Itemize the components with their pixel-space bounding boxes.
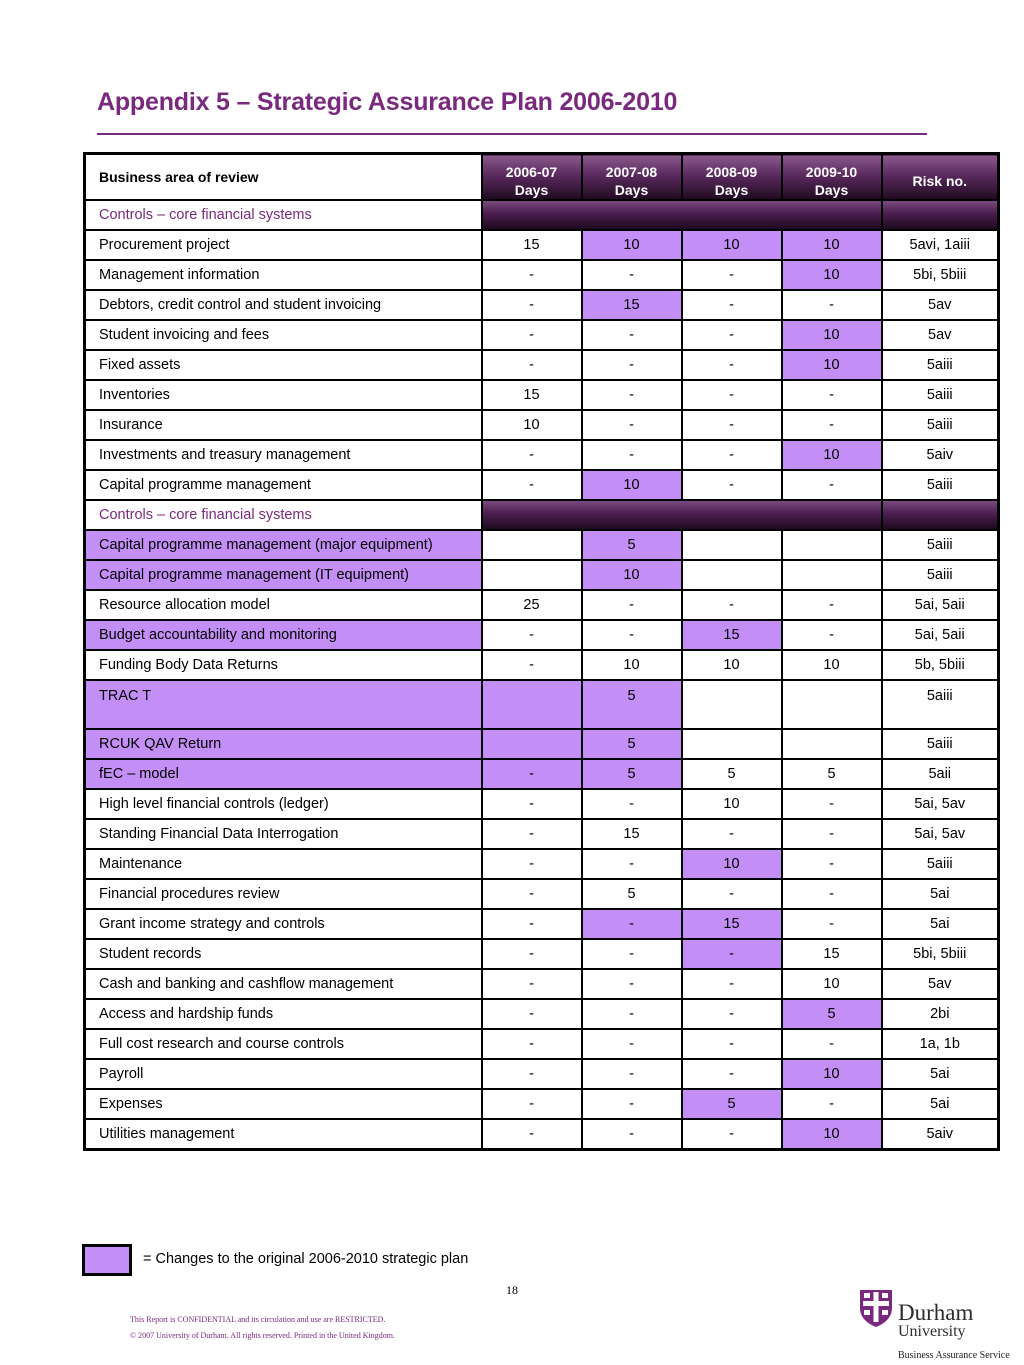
logo-department: Business Assurance Service <box>898 1350 1010 1361</box>
business-area-cell: Resource allocation model <box>85 590 482 620</box>
table-row <box>85 620 999 650</box>
risk-number-cell: 5aiii <box>882 470 999 500</box>
days-cell: 5 <box>582 879 682 909</box>
table-row <box>85 1029 999 1059</box>
business-area-cell: Inventories <box>85 380 482 410</box>
page-title: Appendix 5 – Strategic Assurance Plan 2006-2010 <box>97 88 678 116</box>
days-cell: - <box>682 1119 782 1150</box>
risk-number-cell: 5aii <box>882 759 999 789</box>
days-cell: 10 <box>582 470 682 500</box>
days-cell: 10 <box>782 1059 882 1089</box>
days-cell: 5 <box>682 1089 782 1119</box>
days-cell: - <box>782 909 882 939</box>
business-area-cell: Full cost research and course controls <box>85 1029 482 1059</box>
days-cell: - <box>482 1089 582 1119</box>
days-cell: - <box>682 1029 782 1059</box>
header-unit: Days <box>514 182 549 198</box>
days-cell: 15 <box>582 819 682 849</box>
days-cell: - <box>682 260 782 290</box>
days-cell: - <box>782 410 882 440</box>
business-area-cell: Budget accountability and monitoring <box>85 620 482 650</box>
days-cell: - <box>482 440 582 470</box>
risk-number-cell: 5aiii <box>882 560 999 590</box>
risk-number-cell: 5av <box>882 969 999 999</box>
header-unit: Days <box>614 182 649 198</box>
crest-icon <box>858 1288 894 1328</box>
table-row <box>85 879 999 909</box>
business-area-cell: Investments and treasury management <box>85 440 482 470</box>
risk-number-cell: 5aiv <box>882 1119 999 1150</box>
risk-number-cell: 5aiv <box>882 440 999 470</box>
business-area-cell: Debtors, credit control and student invoicing <box>85 290 482 320</box>
days-cell: 15 <box>482 380 582 410</box>
days-cell <box>682 680 782 729</box>
table-row <box>85 230 999 260</box>
risk-number-cell: 5aiii <box>882 680 999 729</box>
business-area-cell: Procurement project <box>85 230 482 260</box>
table-header-row <box>85 154 999 201</box>
risk-number-cell: 5av <box>882 290 999 320</box>
strategic-assurance-table <box>83 152 1000 1151</box>
days-cell: - <box>782 590 882 620</box>
table-row <box>85 1119 999 1150</box>
days-cell: - <box>482 290 582 320</box>
table-row <box>85 530 999 560</box>
days-cell: 5 <box>582 759 682 789</box>
table-row <box>85 260 999 290</box>
risk-number-cell: 5avi, 1aiii <box>882 230 999 260</box>
risk-number-cell: 1a, 1b <box>882 1029 999 1059</box>
days-cell <box>782 729 882 759</box>
days-cell: - <box>782 819 882 849</box>
days-cell: - <box>482 620 582 650</box>
table-row <box>85 789 999 819</box>
days-cell: - <box>582 939 682 969</box>
days-cell: 5 <box>782 999 882 1029</box>
risk-number-cell: 5aiii <box>882 380 999 410</box>
table-body <box>85 200 999 1150</box>
business-area-cell: Access and hardship funds <box>85 999 482 1029</box>
days-cell: - <box>482 879 582 909</box>
days-cell: - <box>782 789 882 819</box>
section-band <box>482 200 882 230</box>
days-cell: - <box>582 1119 682 1150</box>
days-cell: - <box>582 380 682 410</box>
risk-number-cell: 5aiii <box>882 530 999 560</box>
days-cell: - <box>482 320 582 350</box>
business-area-cell: Grant income strategy and controls <box>85 909 482 939</box>
days-cell: - <box>582 440 682 470</box>
days-cell: 10 <box>782 969 882 999</box>
risk-number-cell: 5ai, 5av <box>882 789 999 819</box>
business-area-cell: Capital programme management (major equipment) <box>85 530 482 560</box>
section-band <box>482 500 882 530</box>
table-row <box>85 590 999 620</box>
table-row <box>85 939 999 969</box>
business-area-cell: Capital programme management <box>85 470 482 500</box>
business-area-cell: Payroll <box>85 1059 482 1089</box>
table-row <box>85 350 999 380</box>
days-cell: - <box>682 939 782 969</box>
days-cell: 10 <box>782 230 882 260</box>
days-cell: - <box>482 819 582 849</box>
days-cell: 10 <box>782 320 882 350</box>
table-row <box>85 909 999 939</box>
table-row <box>85 819 999 849</box>
days-cell: - <box>682 470 782 500</box>
days-cell: 10 <box>582 650 682 680</box>
days-cell <box>482 680 582 729</box>
days-cell: - <box>682 1059 782 1089</box>
table-row <box>85 380 999 410</box>
table-row <box>85 470 999 500</box>
days-cell: - <box>482 909 582 939</box>
days-cell: - <box>682 350 782 380</box>
business-area-cell: Fixed assets <box>85 350 482 380</box>
days-cell <box>482 729 582 759</box>
days-cell: - <box>682 969 782 999</box>
days-cell: - <box>582 1029 682 1059</box>
days-cell: 5 <box>582 530 682 560</box>
business-area-cell: Utilities management <box>85 1119 482 1150</box>
days-cell: - <box>582 350 682 380</box>
risk-number-cell: 5ai <box>882 879 999 909</box>
copyright-notice: © 2007 University of Durham. All rights reserved. Printed in the United Kingdom. <box>130 1331 395 1340</box>
days-cell: - <box>582 999 682 1029</box>
days-cell: 10 <box>582 560 682 590</box>
risk-number-cell: 5ai, 5av <box>882 819 999 849</box>
days-cell: 5 <box>682 759 782 789</box>
risk-number-cell: 5aiii <box>882 410 999 440</box>
days-cell: - <box>582 620 682 650</box>
days-cell: - <box>582 320 682 350</box>
days-cell: 5 <box>782 759 882 789</box>
days-cell: - <box>582 1089 682 1119</box>
section-label: Controls – core financial systems <box>85 500 482 530</box>
table-row <box>85 1089 999 1119</box>
days-cell: - <box>482 969 582 999</box>
days-cell <box>482 560 582 590</box>
days-cell: - <box>482 939 582 969</box>
days-cell: - <box>482 650 582 680</box>
days-cell: - <box>682 879 782 909</box>
header-year: 2006-07 <box>505 164 558 180</box>
days-cell: - <box>582 909 682 939</box>
days-cell: 10 <box>582 230 682 260</box>
header-business-area: Business area of review <box>85 154 482 201</box>
days-cell: 10 <box>782 1119 882 1150</box>
header-year: 2007-08 <box>605 164 658 180</box>
page-number: 18 <box>506 1283 518 1297</box>
days-cell: - <box>482 260 582 290</box>
table-row <box>85 969 999 999</box>
days-cell: - <box>582 789 682 819</box>
days-cell: - <box>582 1059 682 1089</box>
days-cell: - <box>482 849 582 879</box>
days-cell: - <box>682 380 782 410</box>
business-area-cell: High level financial controls (ledger) <box>85 789 482 819</box>
risk-number-cell: 5bi, 5biii <box>882 939 999 969</box>
days-cell: - <box>782 879 882 909</box>
logo-wordmark: Durham <box>898 1300 974 1325</box>
table-row <box>85 999 999 1029</box>
business-area-cell: Capital programme management (IT equipment) <box>85 560 482 590</box>
days-cell <box>682 729 782 759</box>
risk-number-cell: 5aiii <box>882 729 999 759</box>
business-area-cell: Insurance <box>85 410 482 440</box>
table-row <box>85 759 999 789</box>
risk-number-cell: 5ai <box>882 909 999 939</box>
risk-number-cell: 5ai, 5aii <box>882 590 999 620</box>
days-cell: - <box>782 290 882 320</box>
days-cell: - <box>582 260 682 290</box>
risk-number-cell: 5ai, 5aii <box>882 620 999 650</box>
days-cell: - <box>782 470 882 500</box>
days-cell: - <box>682 290 782 320</box>
days-cell: 10 <box>782 440 882 470</box>
business-area-cell: Expenses <box>85 1089 482 1119</box>
risk-number-cell: 2bi <box>882 999 999 1029</box>
business-area-cell: fEC – model <box>85 759 482 789</box>
days-cell: - <box>582 410 682 440</box>
business-area-cell: Management information <box>85 260 482 290</box>
days-cell <box>682 560 782 590</box>
table-row <box>85 650 999 680</box>
days-cell <box>782 530 882 560</box>
days-cell <box>682 530 782 560</box>
days-cell: - <box>682 999 782 1029</box>
days-cell: 10 <box>782 650 882 680</box>
table-row <box>85 1059 999 1089</box>
table-row <box>85 320 999 350</box>
business-area-cell: RCUK QAV Return <box>85 729 482 759</box>
table-row <box>85 560 999 590</box>
days-cell: 10 <box>682 789 782 819</box>
days-cell: 25 <box>482 590 582 620</box>
table-row <box>85 440 999 470</box>
business-area-cell: Cash and banking and cashflow management <box>85 969 482 999</box>
header-2008-09 <box>682 154 782 201</box>
risk-number-cell: 5aiii <box>882 849 999 879</box>
header-2009-10 <box>782 154 882 201</box>
table-row <box>85 849 999 879</box>
risk-number-cell: 5ai <box>882 1059 999 1089</box>
header-year: 2009-10 <box>805 164 858 180</box>
table-row <box>85 290 999 320</box>
legend-swatch <box>82 1244 132 1276</box>
days-cell <box>782 560 882 590</box>
section-header-row <box>85 200 999 230</box>
days-cell: 10 <box>782 350 882 380</box>
days-cell: - <box>482 759 582 789</box>
business-area-cell: TRAC T <box>85 680 482 729</box>
days-cell: - <box>482 999 582 1029</box>
header-risk-no: Risk no. <box>882 154 999 201</box>
days-cell: - <box>782 380 882 410</box>
days-cell: 5 <box>582 680 682 729</box>
header-unit: Days <box>714 182 749 198</box>
business-area-cell: Student records <box>85 939 482 969</box>
days-cell: 5 <box>582 729 682 759</box>
section-band <box>882 200 999 230</box>
table-row <box>85 410 999 440</box>
risk-number-cell: 5aiii <box>882 350 999 380</box>
durham-university-logo <box>858 1288 1018 1363</box>
business-area-cell: Maintenance <box>85 849 482 879</box>
section-band <box>882 500 999 530</box>
days-cell: - <box>482 1059 582 1089</box>
days-cell: - <box>482 1119 582 1150</box>
section-header-row <box>85 500 999 530</box>
days-cell: 15 <box>482 230 582 260</box>
days-cell: - <box>782 849 882 879</box>
days-cell: - <box>682 819 782 849</box>
days-cell: - <box>782 1089 882 1119</box>
days-cell <box>782 680 882 729</box>
business-area-cell: Standing Financial Data Interrogation <box>85 819 482 849</box>
days-cell: - <box>782 1029 882 1059</box>
days-cell: 10 <box>682 230 782 260</box>
title-divider <box>97 133 927 135</box>
days-cell: - <box>582 849 682 879</box>
days-cell: - <box>682 440 782 470</box>
risk-number-cell: 5bi, 5biii <box>882 260 999 290</box>
days-cell: 10 <box>482 410 582 440</box>
table-row <box>85 729 999 759</box>
days-cell: - <box>482 470 582 500</box>
days-cell: - <box>582 590 682 620</box>
days-cell: - <box>482 789 582 819</box>
days-cell: - <box>782 620 882 650</box>
legend-text: = Changes to the original 2006-2010 strategic plan <box>143 1251 469 1267</box>
logo-subtitle: University <box>898 1323 966 1340</box>
days-cell: 10 <box>682 650 782 680</box>
days-cell: - <box>682 410 782 440</box>
header-unit: Days <box>814 182 849 198</box>
days-cell: 15 <box>782 939 882 969</box>
days-cell: - <box>582 969 682 999</box>
header-2007-08 <box>582 154 682 201</box>
days-cell: 10 <box>782 260 882 290</box>
table-row <box>85 680 999 729</box>
days-cell: - <box>682 590 782 620</box>
business-area-cell: Financial procedures review <box>85 879 482 909</box>
header-year: 2008-09 <box>705 164 758 180</box>
risk-number-cell: 5b, 5biii <box>882 650 999 680</box>
business-area-cell: Funding Body Data Returns <box>85 650 482 680</box>
days-cell <box>482 530 582 560</box>
header-2006-07 <box>482 154 582 201</box>
risk-number-cell: 5ai <box>882 1089 999 1119</box>
days-cell: - <box>682 320 782 350</box>
days-cell: 15 <box>682 620 782 650</box>
days-cell: 15 <box>682 909 782 939</box>
days-cell: - <box>482 1029 582 1059</box>
days-cell: - <box>482 350 582 380</box>
section-label: Controls – core financial systems <box>85 200 482 230</box>
days-cell: 10 <box>682 849 782 879</box>
risk-number-cell: 5av <box>882 320 999 350</box>
business-area-cell: Student invoicing and fees <box>85 320 482 350</box>
confidentiality-notice: This Report is CONFIDENTIAL and its circulation and use are RESTRICTED. <box>130 1315 386 1324</box>
days-cell: 15 <box>582 290 682 320</box>
